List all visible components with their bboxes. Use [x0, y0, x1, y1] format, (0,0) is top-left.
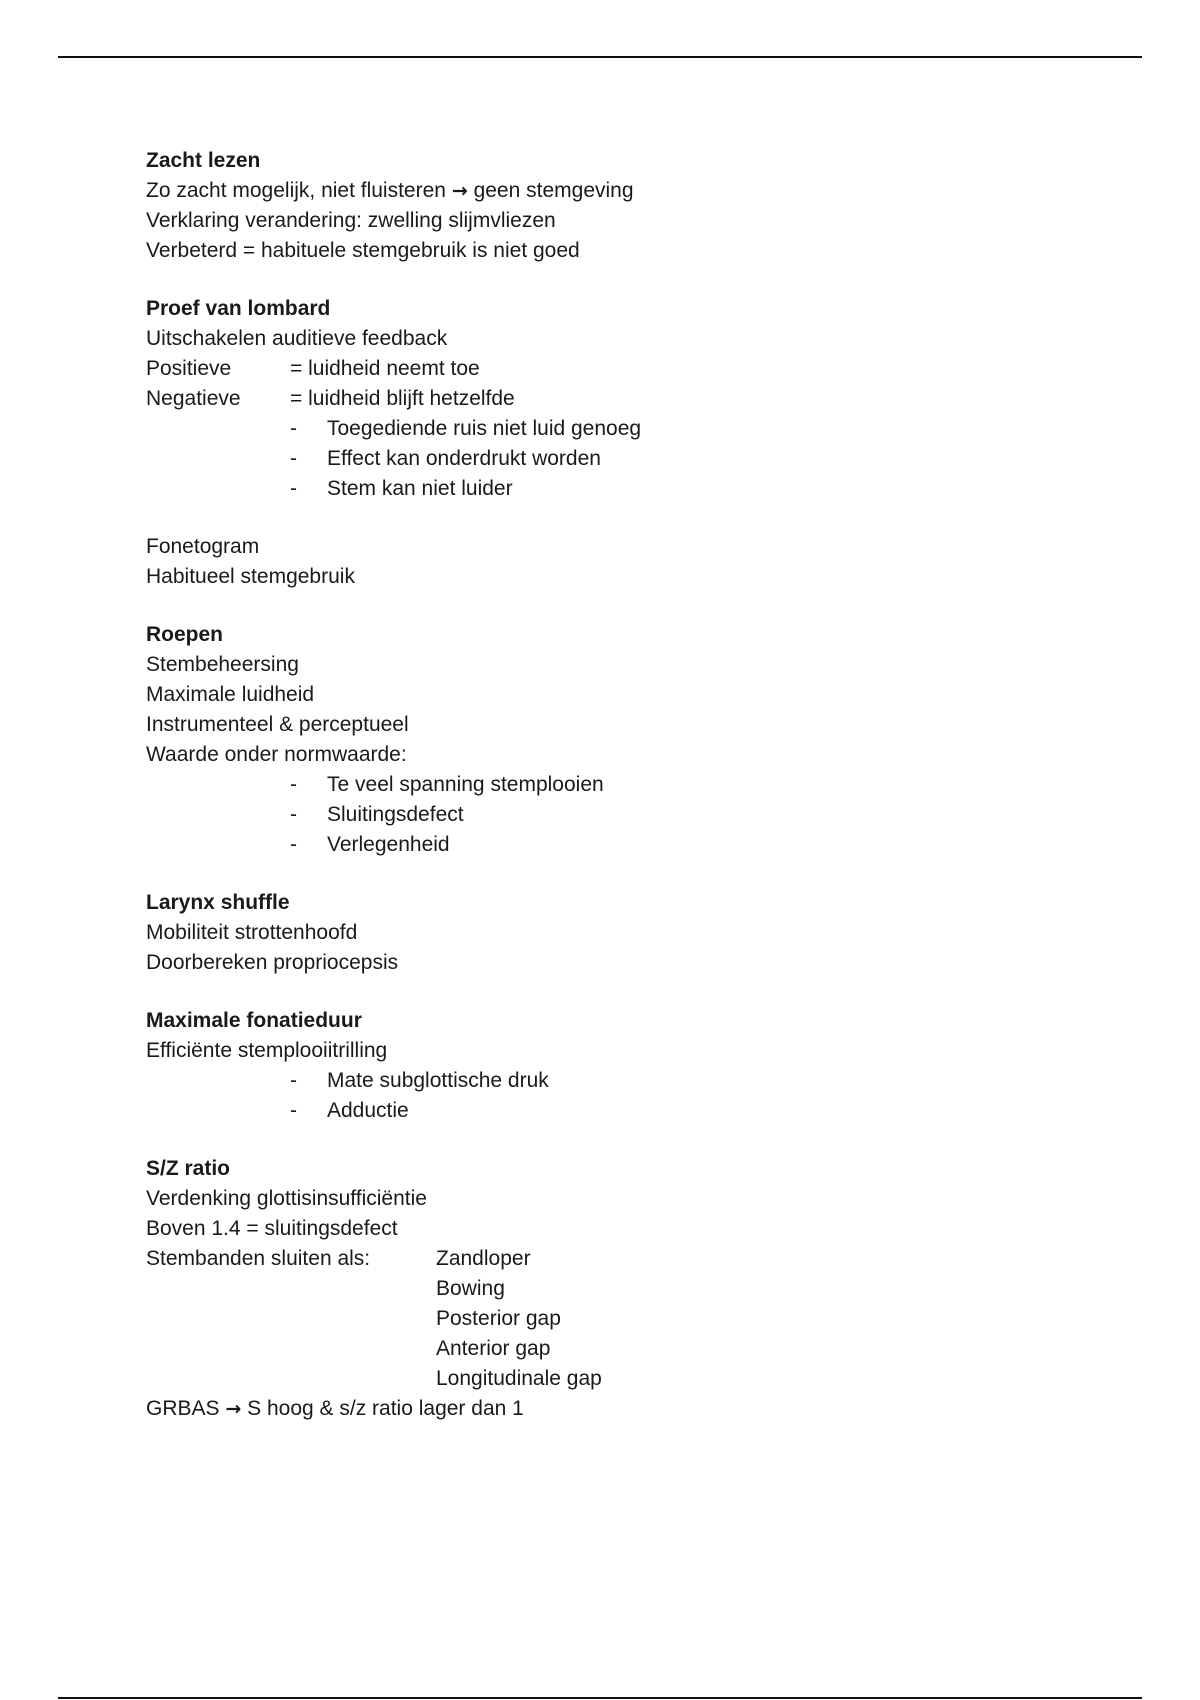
list-item-text: Effect kan onderdrukt worden [327, 447, 601, 470]
larynx-line-1: Mobiliteit strottenhoofd [146, 921, 358, 944]
list-item [146, 770, 1106, 800]
lombard-positive-label: Positieve [146, 357, 232, 380]
lombard-positive-value: = luidheid neemt toe [290, 357, 480, 380]
arrow-right-icon: → [451, 180, 468, 202]
sz-close-item: Anterior gap [436, 1337, 551, 1360]
grbas-text: S hoog & s/z ratio lager dan 1 [247, 1397, 524, 1420]
list-item-text: Toegediende ruis niet luid genoeg [327, 417, 642, 440]
sz-close-row [146, 1244, 1106, 1274]
zacht-line-1-result: geen stemgeving [473, 179, 634, 202]
bullet-dash: - [290, 833, 297, 856]
roepen-line-1: Stembeheersing [146, 653, 299, 676]
sz-close-label: Stembanden sluiten als: [146, 1247, 371, 1270]
list-item-text: Verlegenheid [327, 833, 450, 856]
bullet-dash: - [290, 417, 297, 440]
grbas-label: GRBAS [146, 1397, 220, 1420]
sz-close-item: Longitudinale gap [436, 1367, 602, 1390]
sz-line-1: Verdenking glottisinsufficiëntie [146, 1187, 427, 1210]
sz-close-item: Zandloper [436, 1247, 531, 1270]
fonetogram-line-2: Habitueel stemgebruik [146, 565, 355, 588]
heading-zacht-lezen: Zacht lezen [146, 149, 261, 172]
list-item [146, 474, 1106, 504]
arrow-right-icon: → [225, 1398, 242, 1420]
bullet-dash: - [290, 447, 297, 470]
document-body [146, 146, 1106, 1424]
header-rule [58, 56, 1142, 58]
zacht-line-1-text: Zo zacht mogelijk, niet fluisteren [146, 179, 446, 202]
list-item [146, 444, 1106, 474]
zacht-line-1 [146, 176, 1106, 206]
roepen-line-2: Maximale luidheid [146, 683, 315, 706]
bullet-dash: - [290, 477, 297, 500]
lombard-negative-value: = luidheid blijft hetzelfde [290, 387, 515, 410]
mfd-line-1: Efficiënte stemplooiitrilling [146, 1039, 388, 1062]
heading-sz-ratio: S/Z ratio [146, 1157, 231, 1180]
sz-close-item: Posterior gap [436, 1307, 561, 1330]
list-item [146, 1066, 1106, 1096]
fonetogram-line-1: Fonetogram [146, 535, 260, 558]
list-item [146, 830, 1106, 860]
bullet-dash: - [290, 773, 297, 796]
lombard-negative-label: Negatieve [146, 387, 241, 410]
roepen-line-4: Waarde onder normwaarde: [146, 743, 407, 766]
list-item-text: Stem kan niet luider [327, 477, 513, 500]
lombard-negative [146, 384, 1106, 414]
list-item [146, 800, 1106, 830]
list-item-text: Mate subglottische druk [327, 1069, 549, 1092]
sz-close-item: Bowing [436, 1277, 505, 1300]
heading-maximale-fonatieduur: Maximale fonatieduur [146, 1009, 362, 1032]
list-item-text: Te veel spanning stemplooien [327, 773, 604, 796]
bullet-dash: - [290, 1099, 297, 1122]
list-item-text: Adductie [327, 1099, 409, 1122]
bullet-dash: - [290, 803, 297, 826]
zacht-line-3: Verbeterd = habituele stemgebruik is niet goed [146, 239, 580, 262]
footer-rule [58, 1697, 1142, 1699]
heading-proef-van-lombard: Proef van lombard [146, 297, 331, 320]
heading-roepen: Roepen [146, 623, 224, 646]
sz-line-2: Boven 1.4 = sluitingsdefect [146, 1217, 398, 1240]
heading-larynx-shuffle: Larynx shuffle [146, 891, 290, 914]
list-item [146, 1096, 1106, 1126]
larynx-line-2: Doorbereken propriocepsis [146, 951, 399, 974]
list-item-text: Sluitingsdefect [327, 803, 464, 826]
bullet-dash: - [290, 1069, 297, 1092]
list-item [146, 414, 1106, 444]
lombard-line-1: Uitschakelen auditieve feedback [146, 327, 448, 350]
roepen-line-3: Instrumenteel & perceptueel [146, 713, 409, 736]
lombard-positive [146, 354, 1106, 384]
zacht-line-2: Verklaring verandering: zwelling slijmvliezen [146, 209, 556, 232]
sz-grbas-line [146, 1394, 1106, 1424]
